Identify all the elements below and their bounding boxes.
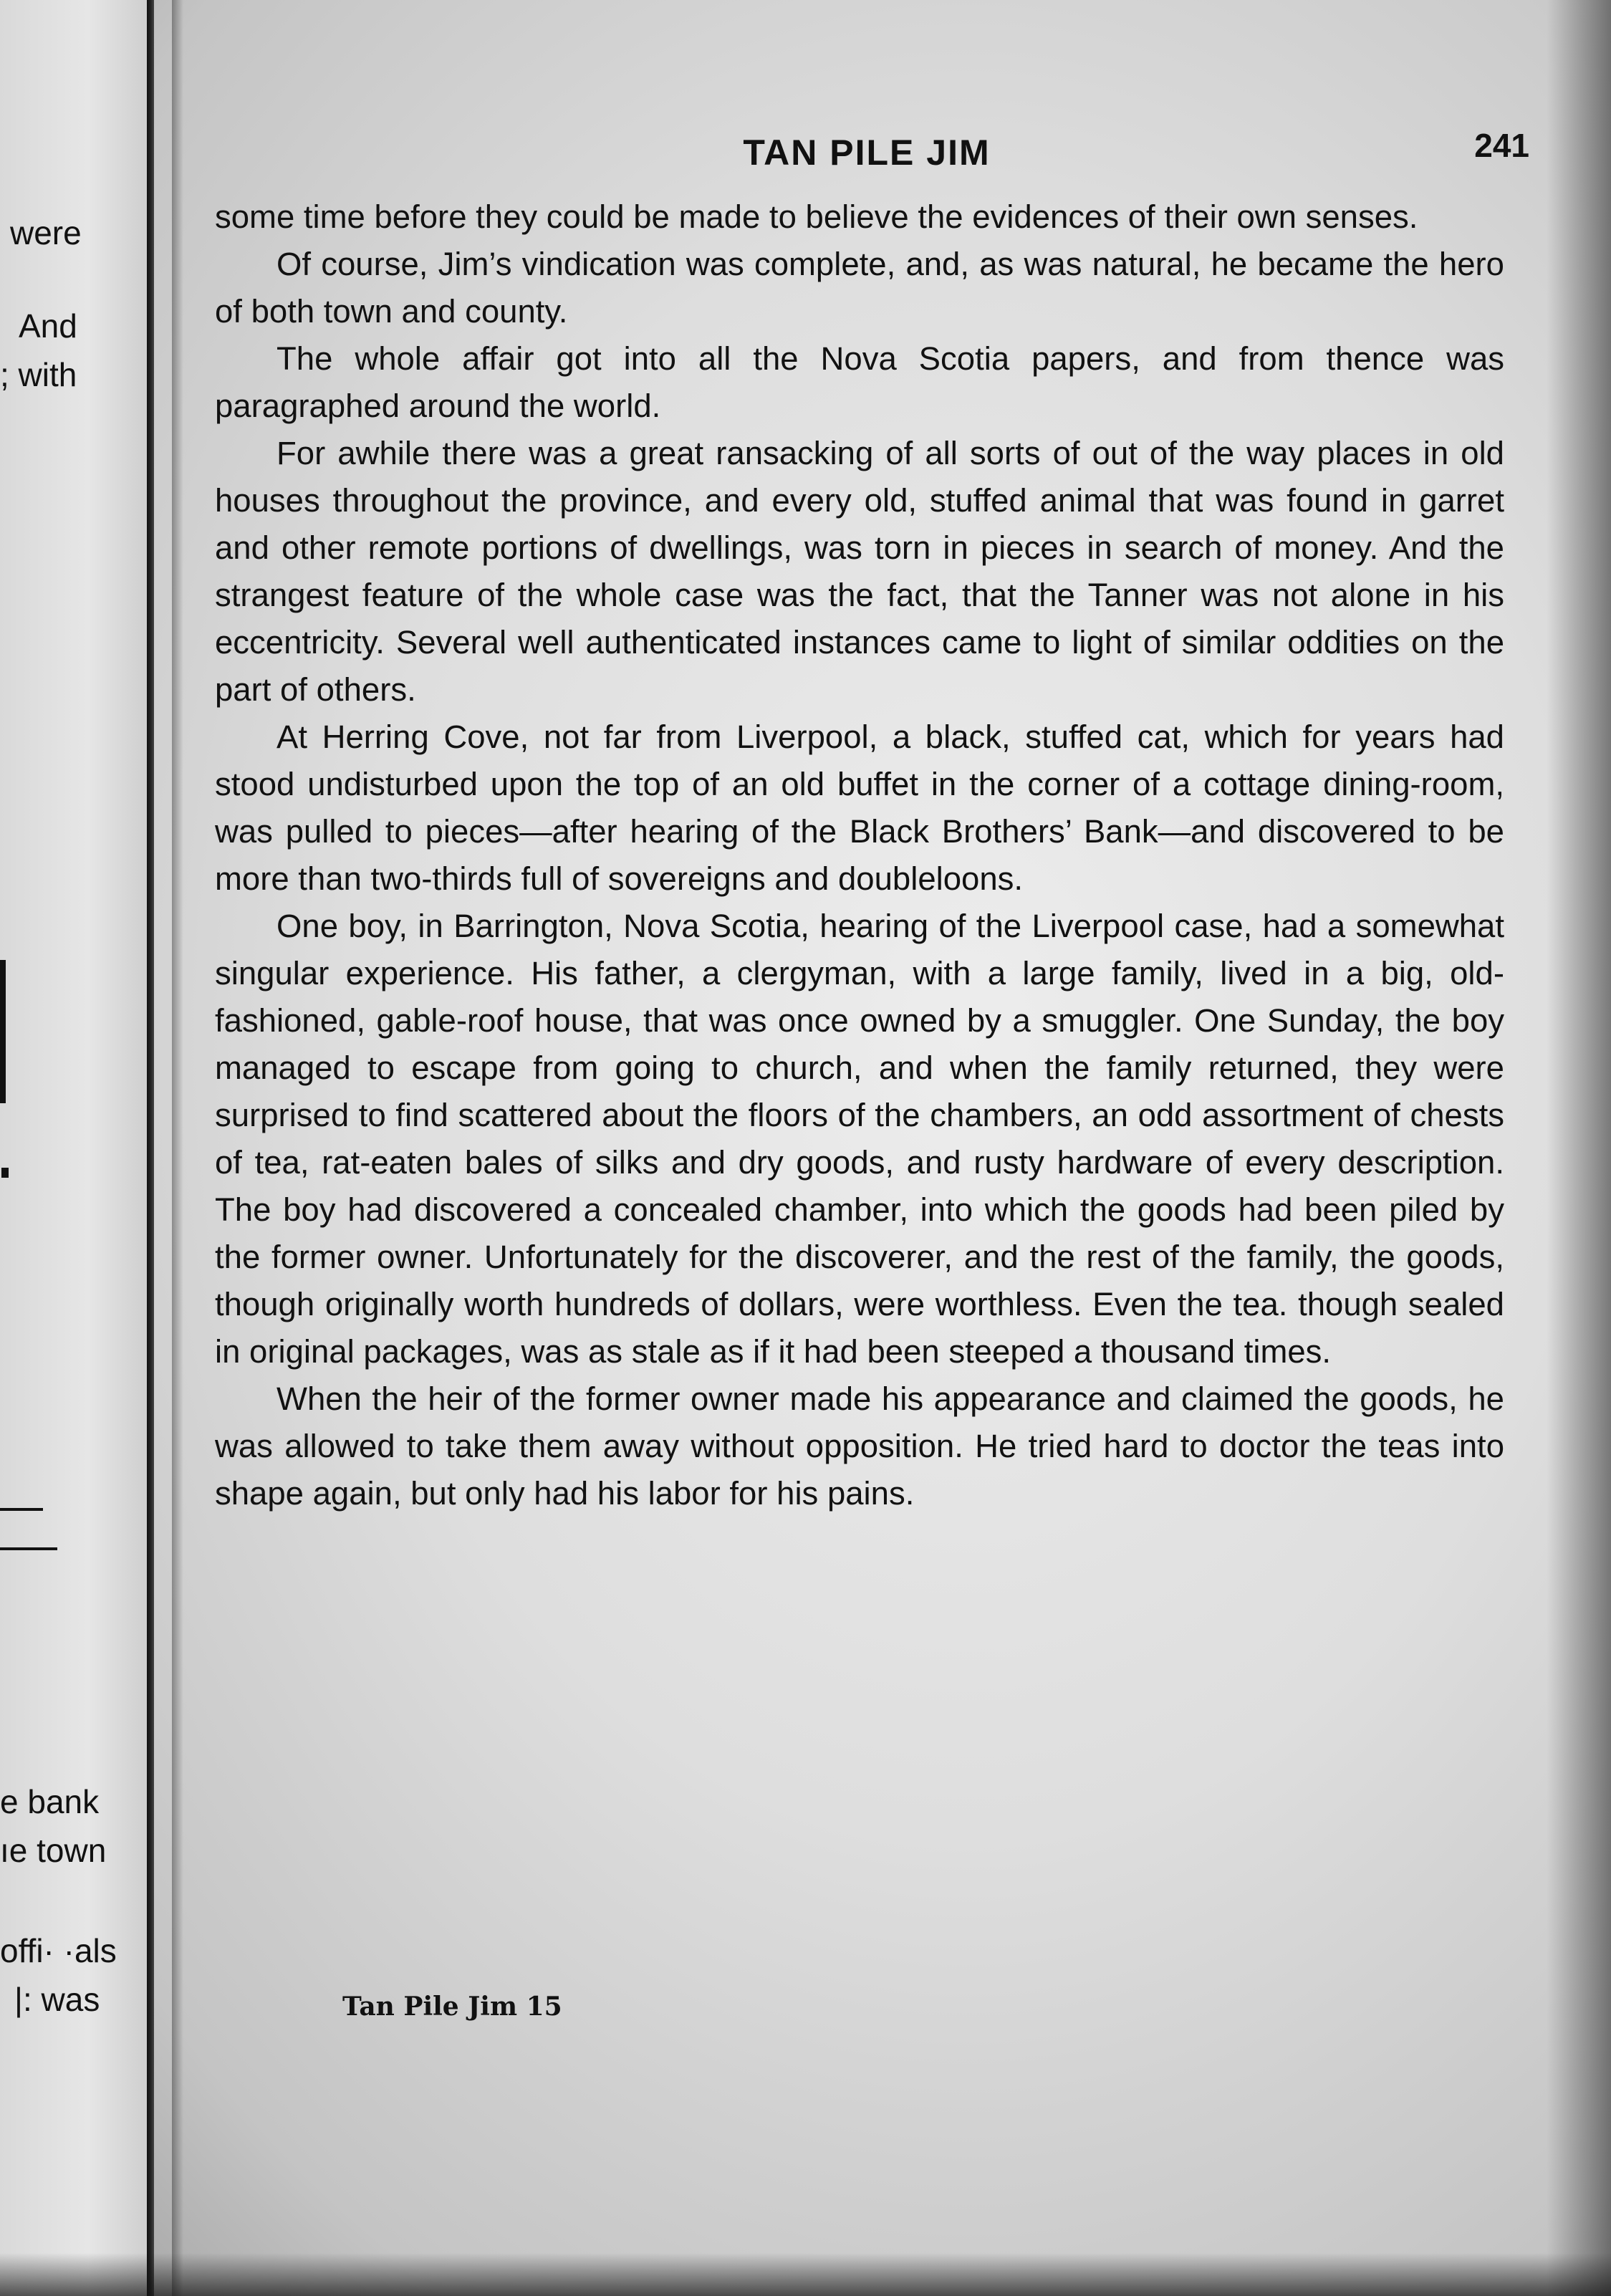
paragraph: Of course, Jim’s vindication was complete, and, as was natural, he became the hero of both town and county. <box>215 246 1504 330</box>
left-page-fragment: offi· ·als <box>0 1932 117 1969</box>
paragraph: One boy, in Barrington, Nova Scotia, hearing of the Liverpool case, had a somewhat singular experience. His father, a clergyman, with a large family, lived in a big, old-fashioned, gable-roof house, that was once owned by a smuggler. One Sunday, the boy managed to escape from going to church, and when the family returned, they were surprised to find scattered about the floors of the chambers, an odd assortment of chests of tea, rat-eaten bales of silks and dry goods, and rusty hardware of every description. The boy had discovered a concealed chamber, into which the goods had been piled by the former owner. Unfortunately for the discoverer, and the rest of the family, the goods, though originally worth hundreds of dollars, were worthless. Even the tea. though sealed in original packages, was as stale as if it had been steeped a thousand times. <box>215 908 1504 1370</box>
paragraph: The whole affair got into all the Nova Scotia papers, and from thence was paragraphed around the world. <box>215 340 1504 424</box>
left-page-fragment: were <box>10 214 82 251</box>
left-page-fragment: And <box>19 307 77 345</box>
left-page-mark <box>1 1168 9 1178</box>
adjacent-left-page <box>0 0 147 2296</box>
left-page-fragment: ; with <box>0 356 77 393</box>
left-page-mark <box>0 960 6 1103</box>
gutter-shadow <box>172 0 183 2296</box>
page-bottom-shadow <box>0 2253 1611 2296</box>
paragraph: At Herring Cove, not far from Liverpool, a black, stuffed cat, which for years had stood undisturbed upon the top of an old buffet in the corner of a cottage dining-room, was pulled to pieces—after hearing of the Black Brothers’ Bank—and discovered to be more than two-thirds full of sovereigns and doubleloons. <box>215 719 1504 897</box>
book-page <box>215 122 1529 1517</box>
left-page-fragment: e bank <box>0 1783 100 1820</box>
left-page-rule <box>0 1547 57 1550</box>
running-head-title: TAN PILE JIM <box>743 133 991 173</box>
page-gutter <box>147 0 154 2296</box>
left-page-rule <box>0 1508 43 1511</box>
page-number: 241 <box>1474 127 1529 164</box>
page-edge-shadow <box>1547 0 1611 2296</box>
paragraph: When the heir of the former owner made his appearance and claimed the goods, he was allowed to take them away without opposition. He tried hard to doctor the teas into shape again, but only had his labor for his pains. <box>215 1380 1504 1512</box>
body-text <box>215 193 1504 1517</box>
paragraph: some time before they could be made to believe the evidences of their own senses. <box>215 198 1418 235</box>
running-head <box>215 122 1529 179</box>
signature-mark: Tan Pile Jim 15 <box>342 1992 562 2022</box>
paragraph: For awhile there was a great ransacking of all sorts of out of the way places in old houses throughout the province, and every old, stuffed animal that was found in garret and other remote portions of dwellings, was torn in pieces in search of money. And the strangest feature of the whole case was the fact, that the Tanner was not alone in his eccentricity. Several well authenticated instances came to light of similar oddities on the part of others. <box>215 435 1504 708</box>
left-page-fragment: ıe town <box>0 1832 107 1869</box>
left-page-fragment: |: was <box>14 1981 100 2018</box>
